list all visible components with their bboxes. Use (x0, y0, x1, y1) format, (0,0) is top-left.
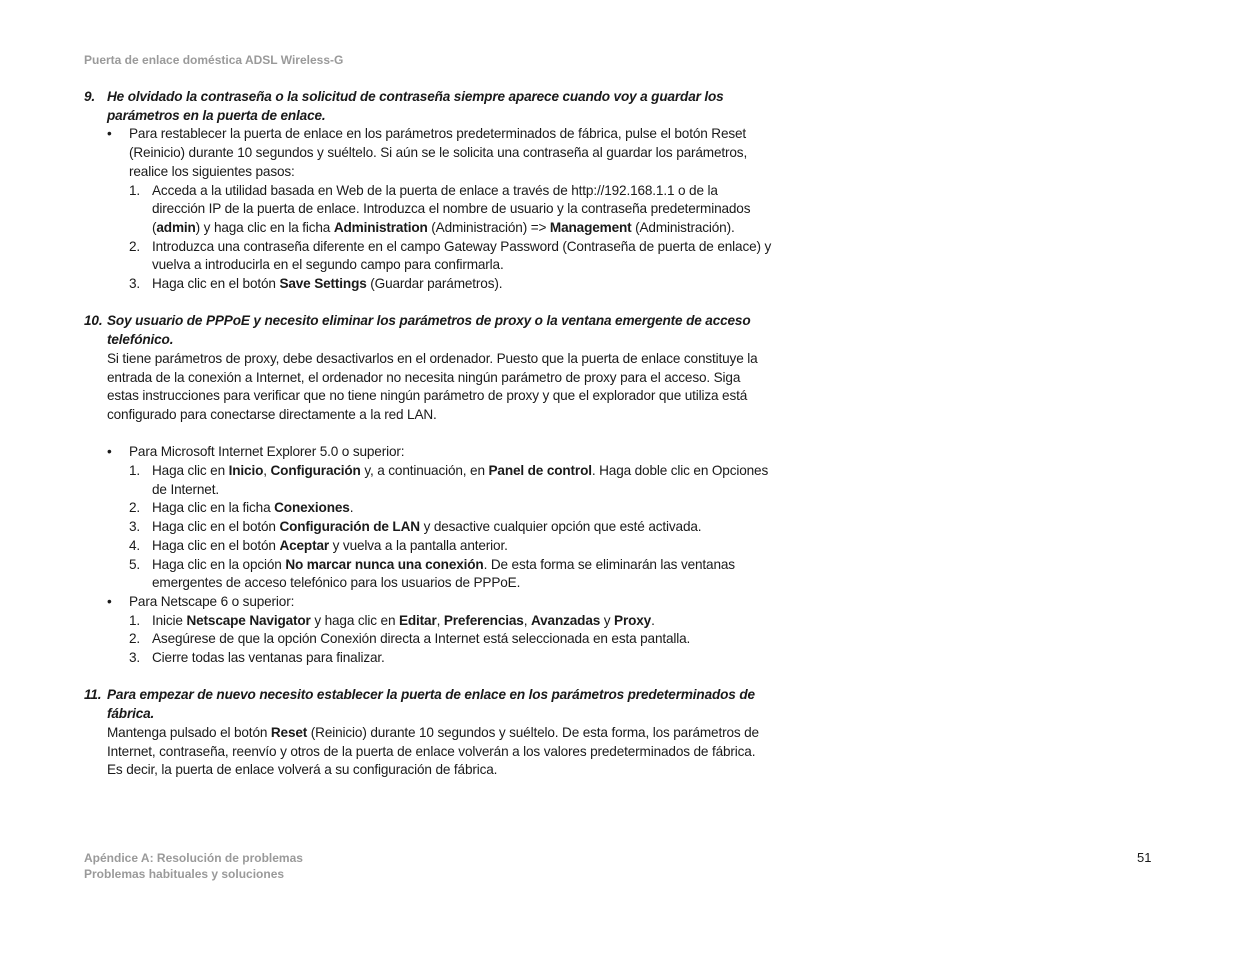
step-text: Cierre todas las ventanas para finalizar. (152, 650, 385, 666)
step-text: . (651, 612, 655, 628)
numbered-step (84, 518, 774, 537)
step-text: Introduzca una contraseña diferente en el campo Gateway Password (Contraseña de puerta de enlace) y vuelva a introducirla en el segundo campo para confirmarla. (152, 238, 772, 273)
step-text: y haga clic en (310, 612, 399, 628)
step-bold: No marcar nunca una conexión (285, 556, 484, 572)
step-number: 5. (129, 556, 141, 572)
question-9-heading (84, 88, 774, 125)
paragraph-text: Mantenga pulsado el botón (107, 724, 271, 740)
step-number: 1. (129, 612, 141, 628)
step-bold: Conexiones (274, 500, 350, 516)
numbered-step (84, 556, 774, 593)
bullet-dot: • (107, 126, 112, 142)
paragraph-bold: Reset (270, 724, 308, 740)
step-text: Inicie (152, 612, 187, 628)
step-text: Haga clic en (152, 463, 229, 479)
step-number: 2. (129, 238, 141, 254)
step-text: (Administración) => (427, 219, 550, 235)
step-number: 3. (129, 276, 141, 292)
numbered-step (84, 462, 774, 499)
bullet-item (84, 593, 774, 612)
step-text: y, a continuación, en (360, 463, 489, 479)
step-text: . Haga doble clic en Opciones de Internet. (152, 463, 769, 497)
question-number: 9. (84, 89, 96, 104)
question-10-heading (84, 312, 774, 349)
step-number: 2. (129, 500, 141, 516)
step-text: (Administración). (631, 219, 735, 235)
numbered-step (84, 649, 774, 668)
step-bold: Aceptar (279, 537, 330, 553)
question-number: 11. (84, 687, 102, 703)
numbered-step (84, 238, 774, 275)
step-text: Acceda a la utilidad basada en Web de la puerta de enlace a través de http://192.168.1.1 o de la dirección IP de la puerta de enlace. Introduzca el nombre de usuario y la contraseña predeterminados ( (152, 182, 751, 235)
footer-chapter: Apéndice A: Resolución de problemas (84, 851, 303, 865)
step-text: . De esta forma se eliminarán las ventanas emergentes de acceso telefónico para los usuarios de PPPoE. (152, 556, 735, 591)
step-bold: Configuración de LAN (279, 519, 420, 535)
bullet-item (84, 443, 774, 462)
step-bold: Netscape Navigator (186, 612, 311, 628)
step-number: 4. (129, 537, 141, 553)
step-text: y desactive cualquier opción que esté activada. (419, 519, 702, 535)
numbered-step (84, 499, 774, 518)
step-text: y (600, 612, 615, 628)
numbered-step (84, 612, 774, 631)
step-bold: Panel de control (488, 463, 592, 479)
step-bold: Inicio (228, 463, 264, 479)
step-number: 3. (129, 650, 141, 666)
bullet-text: Para Netscape 6 o superior: (129, 593, 295, 609)
step-bold: Avanzadas (530, 612, 601, 628)
bullet-dot: • (107, 444, 112, 460)
bullet-dot: • (107, 593, 112, 609)
step-text: , (523, 612, 531, 628)
step-text: . (349, 500, 354, 516)
bullet-text: Para restablecer la puerta de enlace en los parámetros predeterminados de fábrica, pulse el botón Reset (Reinicio) durante 10 segundos y suéltelo. Si aún se le solicita una contraseña al guardar los parámetros, realice los siguientes pasos: (129, 126, 748, 179)
paragraph (84, 724, 774, 780)
page-number: 51 (1137, 850, 1152, 865)
running-header: Puerta de enlace doméstica ADSL Wireless-G (84, 53, 344, 67)
step-text: Haga clic en la ficha (152, 500, 275, 516)
step-text: (Guardar parámetros). (366, 276, 503, 292)
step-number: 3. (129, 519, 141, 535)
running-footer (84, 850, 303, 882)
step-text: Haga clic en el botón (152, 519, 280, 535)
step-bold: Configuración (270, 463, 361, 479)
question-11-heading (84, 686, 774, 723)
step-number: 1. (129, 463, 141, 479)
question-text: Para empezar de nuevo necesito establecer la puerta de enlace en los parámetros predeterminados de fábrica. (107, 687, 755, 722)
step-text: Haga clic en el botón (152, 537, 280, 553)
step-text: y vuelva a la pantalla anterior. (329, 537, 508, 553)
numbered-step (84, 182, 774, 238)
step-bold: Proxy (614, 612, 652, 628)
numbered-step (84, 630, 774, 649)
footer-section: Problemas habituales y soluciones (84, 867, 285, 881)
step-bold: Editar (398, 612, 437, 628)
numbered-step (84, 537, 774, 556)
question-number: 10. (84, 313, 103, 329)
step-text: , (436, 612, 444, 628)
step-number: 1. (129, 182, 141, 198)
question-text: He olvidado la contraseña o la solicitud de contraseña siempre aparece cuando voy a guardar los parámetros en la puerta de enlace. (107, 89, 724, 123)
step-text: Haga clic en el botón (152, 276, 280, 292)
bullet-text: Para Microsoft Internet Explorer 5.0 o superior: (129, 444, 405, 460)
bullet-item (84, 125, 774, 181)
page-content (84, 88, 774, 780)
step-bold: Management (549, 219, 632, 235)
paragraph: Si tiene parámetros de proxy, debe desactivarlos en el ordenador. Puesto que la puerta de enlace constituye la entrada de la conexión a Internet, el ordenador no necesita ningún parámetro de proxy para el acceso. Siga estas instrucciones para verificar que no tiene ningún parámetro de proxy y que el explorador que utiliza está configurado para conectarse directamente a la red LAN. (107, 350, 758, 422)
paragraph-text: (Reinicio) durante 10 segundos y suéltelo. De esta forma, los parámetros de Internet, contraseña, reenvío y otros de la puerta de enlace volverán a los valores predeterminados de fábrica. Es decir, la puerta de enlace volverá a su configuración de fábrica. (107, 724, 759, 778)
question-text: Soy usuario de PPPoE y necesito eliminar los parámetros de proxy o la ventana emergente de acceso telefónico. (107, 313, 751, 348)
step-bold: Administration (333, 219, 428, 235)
step-text: Haga clic en la opción (152, 556, 286, 572)
step-bold: Preferencias (443, 612, 524, 628)
step-text: ) y haga clic en la ficha (195, 219, 334, 235)
step-number: 2. (129, 631, 141, 647)
step-text: Asegúrese de que la opción Conexión directa a Internet está seleccionada en esta pantalla. (152, 631, 691, 647)
numbered-step (84, 275, 774, 294)
step-text: , (263, 463, 271, 479)
step-bold: admin (156, 219, 196, 235)
step-bold: Save Settings (279, 276, 367, 292)
